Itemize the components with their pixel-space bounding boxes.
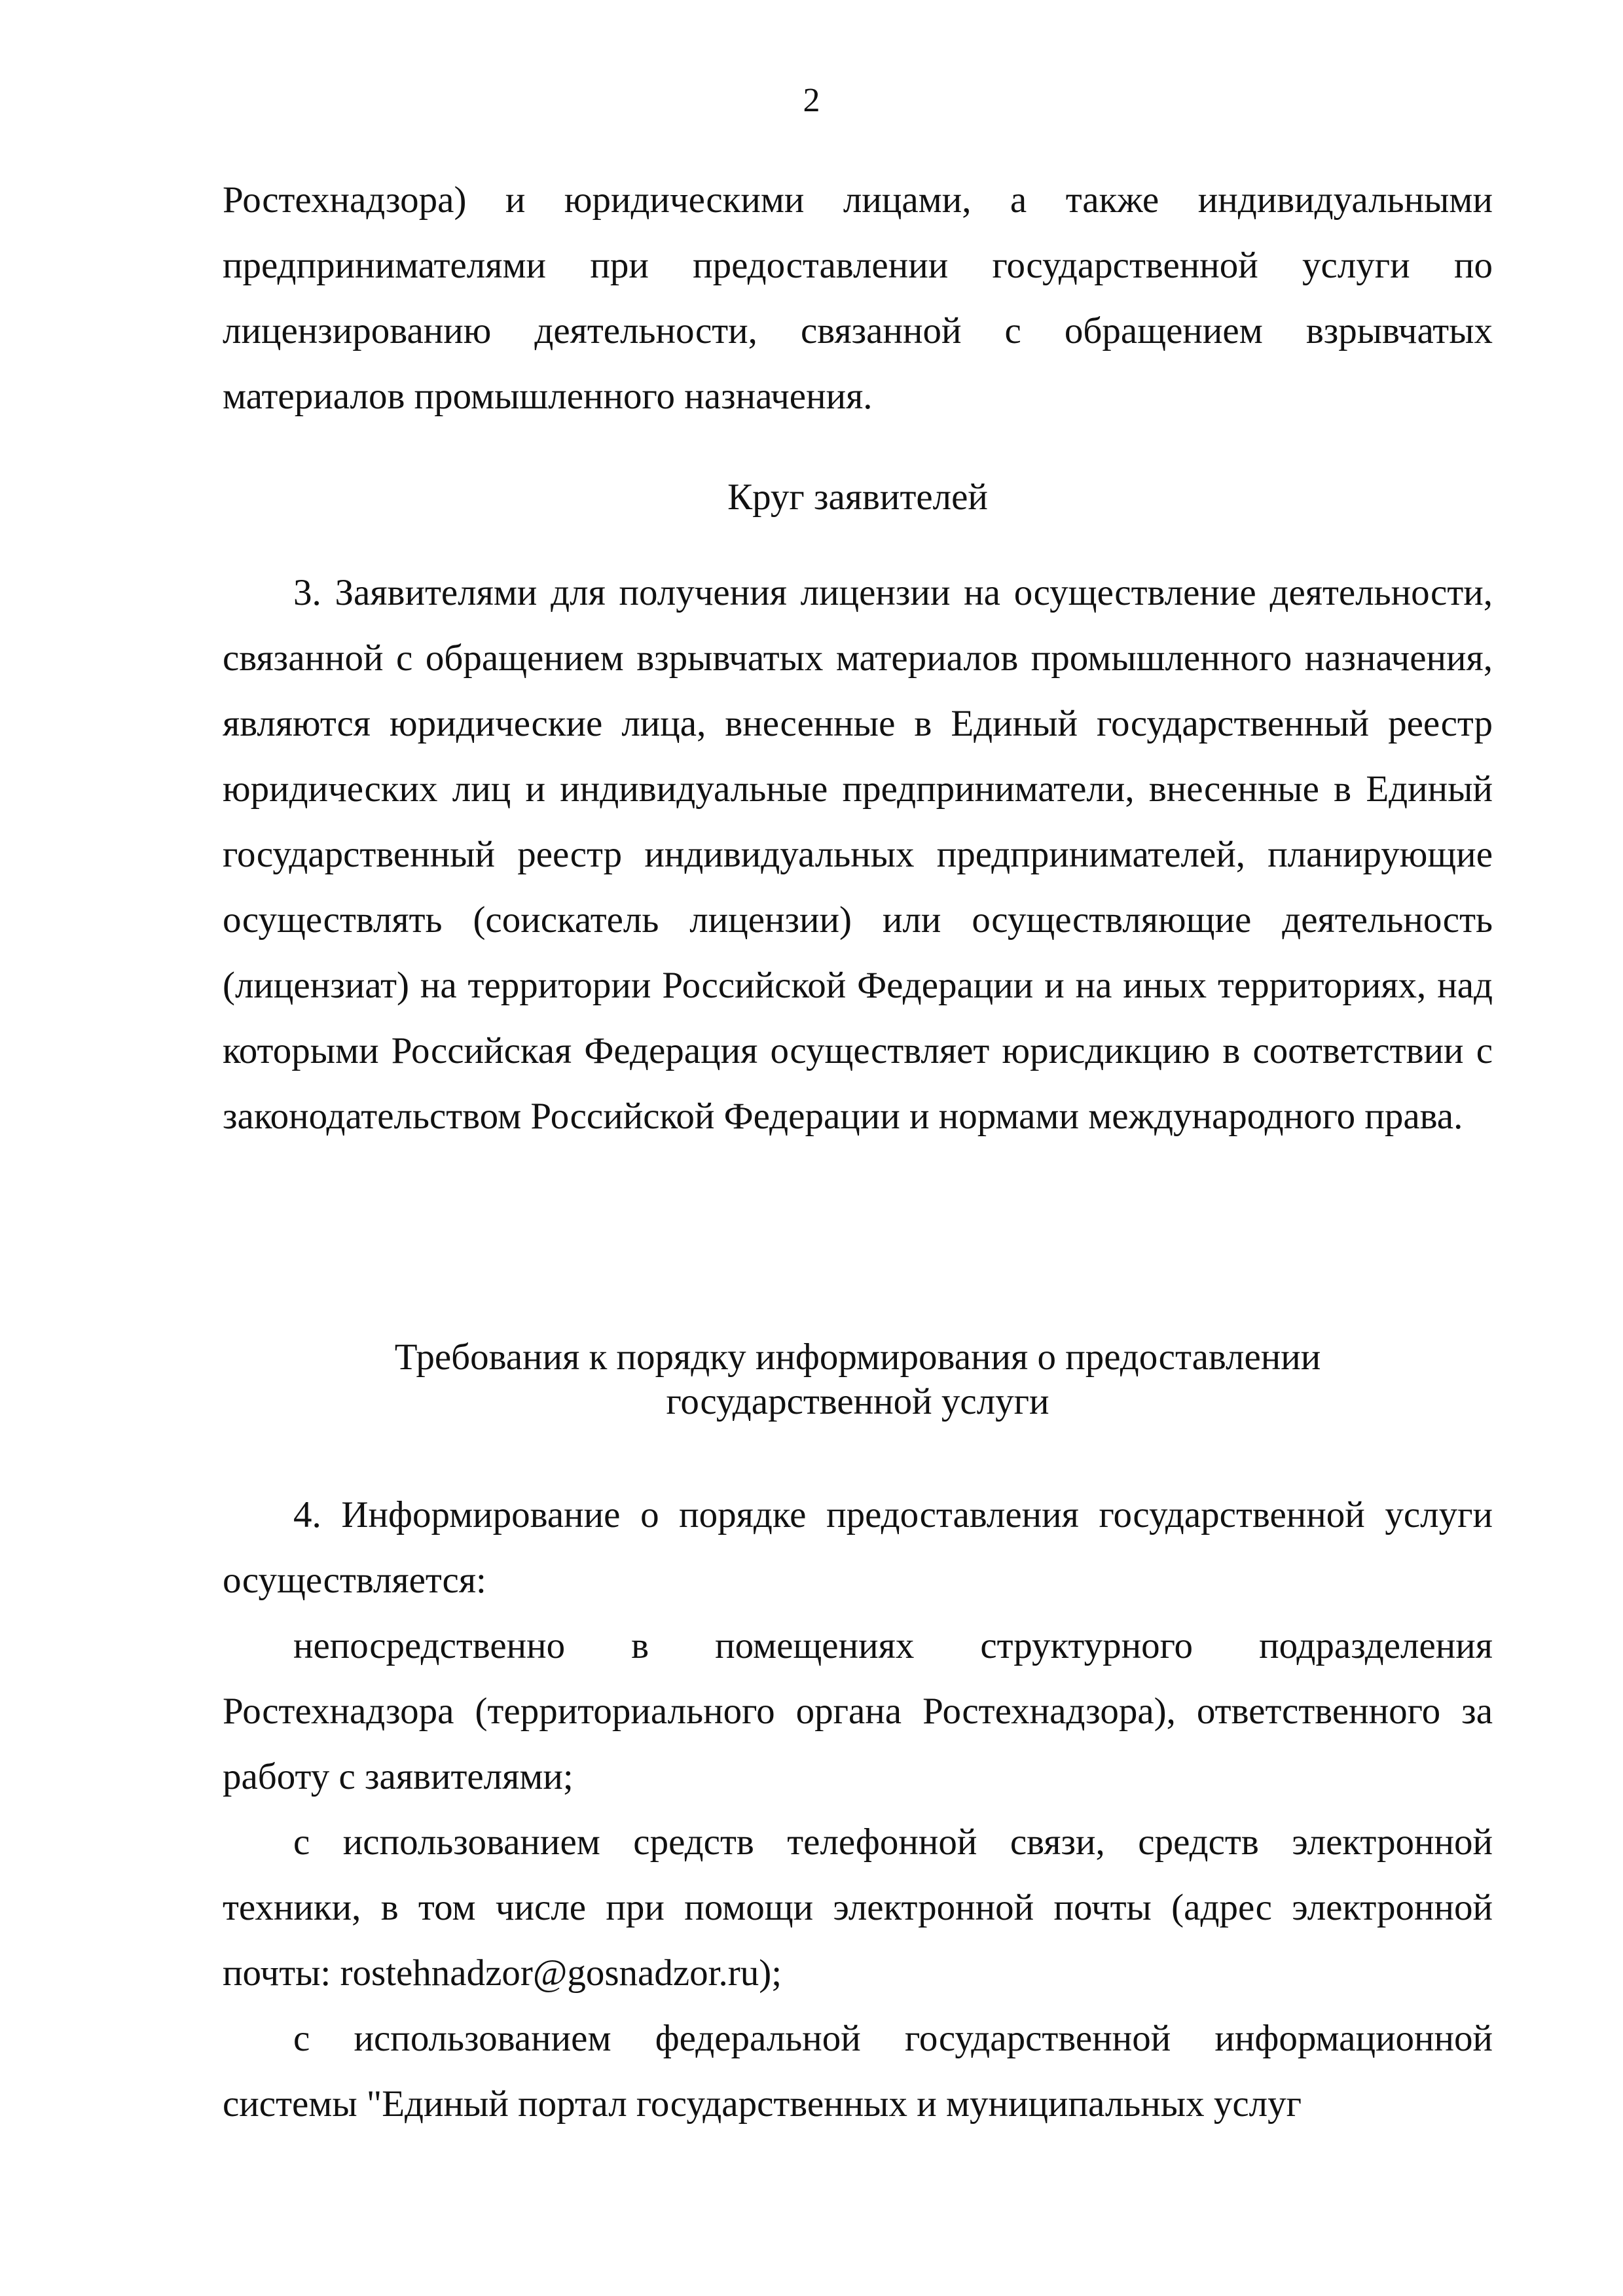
heading-applicants: Круг заявителей <box>727 476 988 518</box>
paragraph-intro-block <box>223 168 1493 429</box>
paragraph-3: 3. Заявителями для получения лицензии на осуществление деятельности, связанной с обращением взрывчатых материалов промышленного назначения, являются юридические лица, внесенные в Единый государственный реестр юридических лиц и индивидуальные предприниматели, внесенные в Единый государственный реестр индивидуальных предпринимателей, планирующие осуществлять (соискатель лицензии) или осуществляющие деятельность (лицензиат) на территории Российской Федерации и на иных территориях, над которыми Российская Федерация осуществляет юрисдикцию в соответствии с законодательством Российской Федерации и нормами международного права. <box>223 572 1493 1137</box>
paragraph-4-block <box>223 1482 1493 2137</box>
paragraph-4a: непосредственно в помещениях структурного подразделения Ростехнадзора (территориального органа Ростехнадзора), ответственного за работу с заявителями; <box>223 1625 1493 1797</box>
paragraph-intro: Ростехнадзора) и юридическими лицами, а также индивидуальными предпринимателями при предоставлении государственной услуги по лицензированию деятельности, связанной с обращением взрывчатых материалов промышленного назначения. <box>223 179 1493 417</box>
heading-info-line2: государственной услуги <box>666 1381 1049 1422</box>
heading-info-line1: Требования к порядку информирования о предоставлении <box>394 1336 1321 1378</box>
heading-info-block <box>223 1335 1493 1424</box>
paragraph-4c: с использованием федеральной государственной информационной системы "Единый портал государственных и муниципальных услуг <box>223 2018 1493 2125</box>
paragraph-4: 4. Информирование о порядке предоставления государственной услуги осуществляется: <box>223 1494 1493 1601</box>
paragraph-3-block <box>223 560 1493 1149</box>
page-number: 2 <box>803 82 820 119</box>
paragraph-4b: с использованием средств телефонной связи, средств электронной техники, в том числе при помощи электронной почты (адрес электронной почты: rostehnadzor@gosnadzor.ru); <box>223 1821 1493 1994</box>
heading-applicants-block <box>223 475 1493 520</box>
